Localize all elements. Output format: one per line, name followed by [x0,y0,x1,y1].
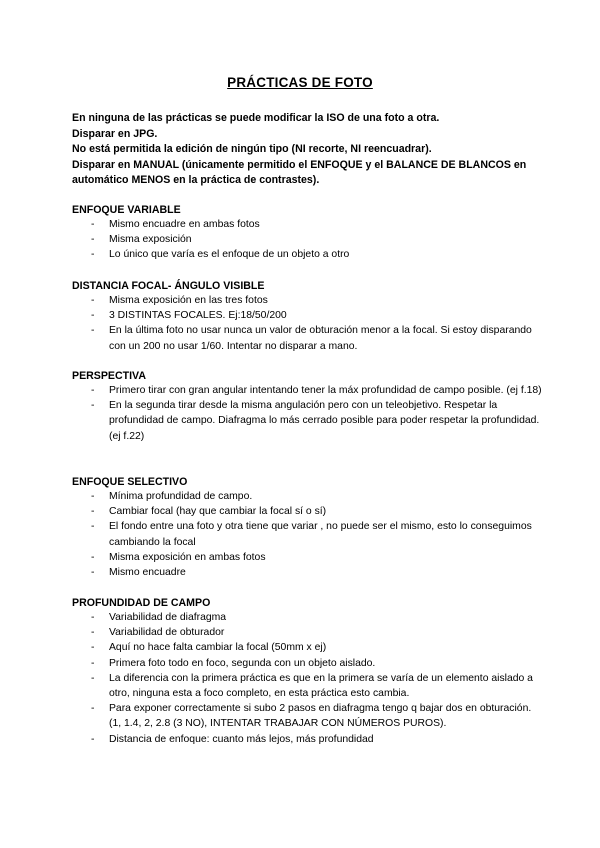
intro-line: En ninguna de las prácticas se puede modificar la ISO de una foto a otra. [72,112,440,124]
list-item: - Variabilidad de obturador [72,625,542,640]
list-item: - Misma exposición [72,232,542,247]
intro-line: Disparar en MANUAL (únicamente permitido el ENFOQUE y el BALANCE DE BLANCOS en automático MENOS en la práctica de contrastes). [72,158,527,186]
intro-line: Disparar en JPG. [72,127,158,140]
section-enfoque-variable [72,203,542,263]
list-item: - En la segunda tirar desde la misma angulación pero con un teleobjetivo. Respetar la profundidad de campo. Diafragma lo más cerrado posible para poder respetar la profundidad. (ej f.22) [72,398,542,444]
page-title: PRÁCTICAS DE FOTO [227,75,373,90]
list-item: - Primera foto todo en foco, segunda con un objeto aislado. [72,656,542,671]
list-item: - Mínima profundidad de campo. [72,489,542,504]
list-item: - Aquí no hace falta cambiar la focal (50mm x ej) [72,640,542,655]
list-item: - Mismo encuadre [72,565,542,580]
section-enfoque-selectivo [72,475,542,580]
list-item: - En la última foto no usar nunca un valor de obturación menor a la focal. Si estoy disparando con un 200 no usar 1/60. Intentar no disparar a mano. [72,323,542,353]
list-item: - Para exponer correctamente si subo 2 pasos en diafragma tengo q bajar dos en obturación. (1, 1.4, 2, 2.8 (3 NO), INTENTAR TRABAJAR CON NÚMEROS PUROS). [72,701,542,731]
item-list [72,217,542,263]
list-item: - La diferencia con la primera práctica es que en la primera se varía de un elemento aislado a otro, ninguna esta a foco completo, en esta práctica esto cambia. [72,671,542,701]
section-heading: DISTANCIA FOCAL- ÁNGULO VISIBLE [72,280,265,292]
section-distancia-focal [72,279,542,354]
intro-rules [72,111,542,189]
list-item: - El fondo entre una foto y otra tiene que variar , no puede ser el mismo, esto lo conseguimos cambiando la focal [72,519,542,549]
list-item: - Misma exposición en las tres fotos [72,293,542,308]
list-item: - Mismo encuadre en ambas fotos [72,217,542,232]
item-list [72,383,542,444]
intro-line: No está permitida la edición de ningún tipo (NI recorte, NI reencuadrar). [72,143,432,155]
list-item: - Distancia de enfoque: cuanto más lejos, más profundidad [72,732,542,747]
section-perspectiva [72,369,542,444]
list-item: - Misma exposición en ambas fotos [72,550,542,565]
list-item: - Primero tirar con gran angular intentando tener la máx profundidad de campo posible. (ej f.18) [72,383,542,398]
list-item: - Variabilidad de diafragma [72,610,542,625]
section-heading: ENFOQUE VARIABLE [72,204,181,216]
list-item: - Lo único que varía es el enfoque de un objeto a otro [72,247,542,262]
list-item: - Cambiar focal (hay que cambiar la focal sí o sí) [72,504,542,519]
section-heading: PERSPECTIVA [72,370,146,382]
item-list [72,610,542,747]
item-list [72,293,542,354]
item-list [72,489,542,580]
section-heading: PROFUNDIDAD DE CAMPO [72,597,211,609]
section-heading: ENFOQUE SELECTIVO [72,476,188,488]
list-item: - 3 DISTINTAS FOCALES. Ej:18/50/200 [72,308,542,323]
section-profundidad-de-campo [72,596,542,747]
